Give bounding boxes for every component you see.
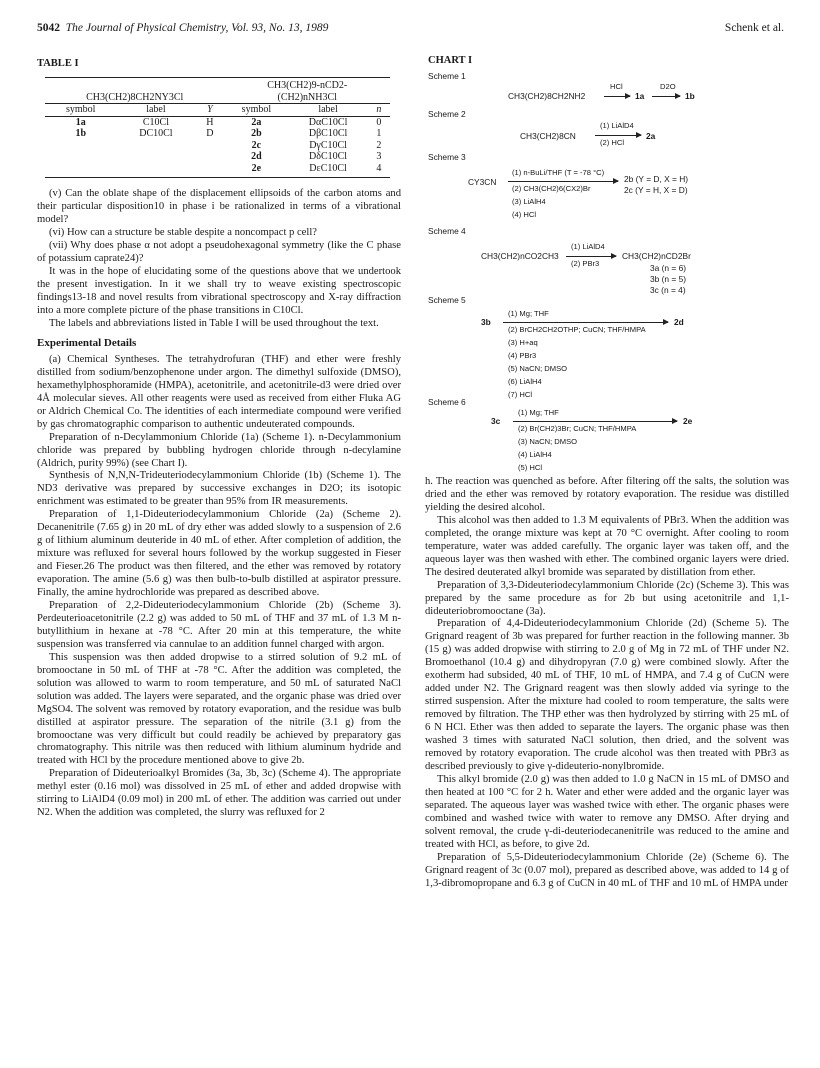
scheme-5-step-1: (1) Mg; THF xyxy=(508,309,549,318)
intro-paragraph-1: It was in the hope of elucidating some of the questions above that we undertook the present investigation. In it we shall try to weave existing spectroscopic findings13-18 and novel results from vibrational spectroscopy and X-ray diffraction into a more complete picture of the phase transitions in C10Cl. xyxy=(37,266,401,317)
chart-1 xyxy=(428,55,798,472)
table-column-header: label xyxy=(318,104,338,116)
table-row xyxy=(45,163,390,175)
scheme-1-product-1: 1a xyxy=(635,91,645,101)
table-group-2 xyxy=(224,77,390,104)
prep-2e-paragraph: Preparation of 5,5-Dideuteriodecylammonium Chloride (2e) (Scheme 6). The Grignard reagent of 3c (0.07 mol), prepared as described above, was added to 14 g of 1,3-dibromopropane and 6.3 g of CuCN in 40 mL of THF and 10 mL of HMPA under xyxy=(425,851,789,889)
scheme-2-product: 2a xyxy=(646,131,656,141)
synth-1b-paragraph: Synthesis of N,N,N-Trideuteriodecylammonium Chloride (1b) (Scheme 1). The ND3 derivative was prepared by successive exchanges in D2O; its isotopic enrichment was estimated to be greater than 95% from IR measurements. xyxy=(37,470,401,508)
left-column xyxy=(37,58,401,820)
right-paragraph-1: h. The reaction was quenched as before. After filtering off the salts, the solution was dried and the ether was removed by rotatory evaporation. The residue was distilled yielding the desired alcohol. xyxy=(425,476,789,513)
scheme-3-reactant: CY3CN xyxy=(468,177,497,187)
scheme-6-label: Scheme 6 xyxy=(428,397,466,407)
table-cell: 1 xyxy=(376,128,382,140)
table-column-header: n xyxy=(376,104,382,116)
table-body xyxy=(45,116,390,174)
question-5: (v) Can the oblate shape of the displacement ellipsoids of the carbon atoms and their particular disposition10 in phase i be rationalized in terms of a vibrational model? xyxy=(37,188,401,226)
table-cell: DC10Cl xyxy=(139,128,173,140)
right-paragraph-2: This alcohol was then added to 1.3 M equivalents of PBr3. When the addition was completed, the orange mixture was kept at 70 °C overnight. After cooling to room temperature, water was added carefully. The organic layer was taken off, and the aqueous layer was then washed with ether. The combined organic layers were dried. The desired deuterated alkyl bromide was separated by distillation from ether. xyxy=(425,514,789,578)
scheme-6-step-3: (3) NaCN; DMSO xyxy=(518,437,578,446)
scheme-4-product-3a: 3a (n = 6) xyxy=(650,263,687,273)
scheme-5-arrow xyxy=(503,322,668,323)
scheme-1-label: Scheme 1 xyxy=(428,71,466,81)
prep-1a-paragraph: Preparation of n-Decylammonium Chloride (1a) (Scheme 1). n-Decylammonium chloride was prepared by bubbling hydrogen chloride through n-decylamine (Aldrich, purity 99%) (see Chart I). xyxy=(37,431,401,469)
table-cell: DεC10Cl xyxy=(309,162,347,174)
scheme-4-arrow xyxy=(566,256,616,257)
scheme-5-step-2: (2) BrCH2CH2OTHP; CuCN; THF/HMPA xyxy=(508,325,646,334)
prep-2b-paragraph: Preparation of 2,2-Dideuteriodecylammonium Chloride (2b) (Scheme 3). Perdeuterioacetonitrile (2.2 g) was added to 50 mL of THF and 37 mL of 1.3 M n-butyllithium in hexane at -78 °C. After 20 min at this temperature, the white suspension was transferred via cannulae to an addition funnel charged with argon. xyxy=(37,600,401,650)
table-cell xyxy=(116,163,195,175)
scheme-2-reagent-2: (2) HCl xyxy=(600,138,625,147)
table-cell: 1a xyxy=(75,116,86,128)
table-cell: 0 xyxy=(376,116,382,128)
scheme-4-reagent-1: (1) LiAlD4 xyxy=(571,242,605,251)
table-cell xyxy=(195,140,224,152)
scheme-1-arrow-1 xyxy=(604,96,630,97)
scheme-5-step-5: (5) NaCN; DMSO xyxy=(508,364,568,373)
table-cell: 1b xyxy=(75,128,87,140)
scheme-6-step-1: (1) Mg; THF xyxy=(518,408,559,417)
scheme-4-label: Scheme 4 xyxy=(428,226,466,236)
scheme-4-product: CH3(CH2)nCD2Br xyxy=(622,251,691,261)
scheme-5-reactant: 3b xyxy=(481,317,491,327)
table-column-header: Y xyxy=(207,104,213,116)
scheme-3-step-2: (2) CH3(CH2)6(CX2)Br xyxy=(512,184,591,193)
table-cell: 4 xyxy=(376,162,382,174)
table-group-2-line1: CH3(CH2)9-nCD2- xyxy=(267,80,348,92)
scheme-6-reactant: 3c xyxy=(491,416,501,426)
scheme-6-step-4: (4) LiAlH4 xyxy=(518,450,552,459)
scheme-2-reactant: CH3(CH2)8CN xyxy=(520,131,576,141)
scheme-5-label: Scheme 5 xyxy=(428,295,466,305)
scheme-1-reactant: CH3(CH2)8CH2NH2 xyxy=(508,91,586,101)
scheme-2-reagent-1: (1) LiAlD4 xyxy=(600,121,634,130)
table-row xyxy=(45,151,390,163)
prep-2c-paragraph: Preparation of 3,3-Dideuteriodecylammonium Chloride (2c) (Scheme 3). This was prepared by the same procedure as for 2b but using acetonitrile and 1,1-dideuteriobromooctane (3a). xyxy=(425,579,789,617)
journal-citation: The Journal of Physical Chemistry, Vol. 93, No. 13, 1989 xyxy=(65,22,329,34)
table-column-header: label xyxy=(146,104,166,116)
intro-paragraph-2: The labels and abbreviations listed in Table I will be used throughout the text. xyxy=(49,317,379,329)
table-cell: DγC10Cl xyxy=(309,139,347,151)
scheme-5-step-4: (4) PBr3 xyxy=(508,351,537,360)
page-number: 5042 xyxy=(37,22,60,34)
prep-3abc-paragraph: Preparation of Dideuterioalkyl Bromides (3a, 3b, 3c) (Scheme 4). The appropriate methyl ester (0.16 mol) was dissolved in 25 mL of ether and added dropwise with stirring to LiAlD4 (0.09 mol) in 200 mL of ether. The addition was carried out under N2. When the addition was completed, the slurry was refluxed for 2 xyxy=(37,768,401,819)
table-cell xyxy=(195,163,224,175)
scheme-1-reagent-2: D2O xyxy=(660,82,676,91)
table-row xyxy=(45,116,390,128)
table-cell: 2d xyxy=(251,151,262,163)
table-cell: 2b xyxy=(251,128,262,140)
table-cell: H xyxy=(206,116,214,128)
table-row xyxy=(45,128,390,140)
scheme-6-step-2: (2) Br(CH2)3Br; CuCN; THF/HMPA xyxy=(518,424,637,433)
syntheses-paragraph: (a) Chemical Syntheses. The tetrahydrofuran (THF) and ether were freshly distilled from sodium/benzophenone under argon. The dimethyl sulfoxide (DMSO), hexamethylphosphoramide (HMPA), acetonitrile, and acetonitrile-d3 were dried over 4Å molecular sieves. All other reagents were used as received from either Fluka AG or Aldrich Chemical Co. The identities of each intermediate compound were verified by gas chromatographic comparison to authentic undeuterated compounds. xyxy=(37,353,401,430)
scheme-6-arrow xyxy=(513,421,677,422)
scheme-1-arrow-2 xyxy=(652,96,680,97)
table-cell xyxy=(45,151,116,163)
scheme-1-product-2: 1b xyxy=(685,91,695,101)
right-column xyxy=(425,476,789,891)
table-group-2-line2: (CH2)nNH3Cl xyxy=(277,91,337,103)
table-cell: DδC10Cl xyxy=(309,151,348,163)
scheme-3-step-4: (4) HCl xyxy=(512,210,537,219)
prep-2d-paragraph: Preparation of 4,4-Dideuteriodecylammonium Chloride (2d) (Scheme 5). The Grignard reagent of 3b was prepared for further reaction in the following manner. 3b (15 g) was added dropwise with stirring to 2.0 g of Mg in 72 mL of THF under N2. Bromoethanol (10.4 g) and dihydropyran (7.0 g) were combined slowly. After the exotherm had subsided, 40 mL of THF, 10 mL of HMPA, and 7.4 g of CuCN were added under N2. The Grignard reagent was then slowly added via syringe to the stirred suspension. After the mixture had cooled to room temperature, the salts were removed by filtration. The THP ether was then hydrolyzed by stirring with 25 mL of 6 N HCl. Ether was then added to separate the layers. The organic phase was then washed 3 times with saturated NaCl solution, then dried, and the solvent was removed by rotatory evaporation. The crude alcohol was then treated with PBr3 as described previously to give γ-dideuterio-nonylbromide. xyxy=(425,618,789,772)
table-row xyxy=(45,140,390,152)
scheme-1-reagent-1: HCl xyxy=(610,82,623,91)
scheme-4-product-3c: 3c (n = 4) xyxy=(650,285,686,295)
table-cell: DαC10Cl xyxy=(308,116,348,128)
table-cell: 2 xyxy=(376,139,382,151)
table-column-header: symbol xyxy=(66,104,96,116)
scheme-5-product: 2d xyxy=(674,317,684,327)
table-cell: 3 xyxy=(376,151,382,163)
table-cell xyxy=(45,140,116,152)
scheme-4-reagent-2: (2) PBr3 xyxy=(571,259,600,268)
scheme-5-step-3: (3) H+aq xyxy=(508,338,538,347)
scheme-5-step-6: (6) LiAlH4 xyxy=(508,377,542,386)
question-6: (vi) How can a structure be stable despite a noncompact p cell? xyxy=(49,227,317,239)
question-7: (vii) Why does phase α not adopt a pseudohexagonal symmetry (like the C phase of potassium caprate24)? xyxy=(37,240,401,265)
scheme-2-arrow xyxy=(595,135,641,136)
table-group-1: CH3(CH2)8CH2NY3Cl xyxy=(45,77,224,104)
scheme-3-product-1: 2b (Y = D, X = H) xyxy=(624,174,689,184)
chart-title: CHART I xyxy=(428,55,473,66)
scheme-3-label: Scheme 3 xyxy=(428,152,466,162)
table-header-row xyxy=(45,104,390,117)
scheme-2-label: Scheme 2 xyxy=(428,109,466,119)
table-cell: D xyxy=(206,128,214,140)
scheme-3-step-1: (1) n-BuLi/THF (T = -78 °C) xyxy=(512,168,605,177)
scheme-3-arrow xyxy=(508,181,618,182)
table-cell xyxy=(116,151,195,163)
prep-2a-paragraph: Preparation of 1,1-Dideuteriodecylammonium Chloride (2a) (Scheme 2). Decanenitrile (7.65 g) in 20 mL of dry ether was added slowly to a suspension of 2.6 g of lithium aluminum deuteride in 40 mL of ether. After completion of addition, the mixture was refluxed for several hours followed by the workup suggested in Fieser and Fieser.26 The product was then filtered, and the ether was removed by rotatory evaporation. The amine (5.6 g) was then bulb-to-bulb distilled at aspirator pressure. Finally, the amine hydrochloride was prepared as described above. xyxy=(37,509,401,599)
table-title: TABLE I xyxy=(37,58,79,69)
table-cell: 2c xyxy=(251,139,262,151)
table-column-header: symbol xyxy=(241,104,272,116)
scheme-4-product-3b: 3b (n = 5) xyxy=(650,274,687,284)
alkyl-bromide-paragraph: This alkyl bromide (2.0 g) was then added to 1.0 g NaCN in 15 mL of DMSO and then heated at 100 °C for 2 h. Water and ether were added and the organic layer was separated. The aqueous layer was washed twice with ether. The organic phases were combined and washed twice with water to remove any DMSO. After drying and solvent removal, the crude γ-di-deuteriodecanenitrile was reduced to the amine and treated with HCl, as before, to give 2d. xyxy=(425,773,789,850)
table-cell: 2a xyxy=(251,116,262,128)
scheme-3-product-2: 2c (Y = H, X = D) xyxy=(624,185,688,195)
table-cell xyxy=(195,151,224,163)
scheme-6-step-5: (5) HCl xyxy=(518,463,543,472)
page-header xyxy=(37,22,328,34)
section-heading: Experimental Details xyxy=(37,336,137,349)
table-cell: 2e xyxy=(251,162,262,174)
table-cell: DβC10Cl xyxy=(308,128,348,140)
scheme-6-product: 2e xyxy=(683,416,693,426)
table-cell: C10Cl xyxy=(142,116,169,128)
scheme-3-step-3: (3) LiAlH4 xyxy=(512,197,546,206)
table-cell xyxy=(116,140,195,152)
scheme-5-step-7: (7) HCl xyxy=(508,390,533,399)
suspension-paragraph: This suspension was then added dropwise to a stirred solution of 9.2 mL of bromooctane in 50 mL of THF at -78 °C. After the addition was completed, the solution was allowed to warm to room temperature, and 50 mL of saturated NaCl solution was added. The layers were separated, and the organic phase was dried over MgSO4. The solvent was removed by rotatory evaporation, and the residue was bulb distilled at aspirator pressure. The separation of the nitrile (3.1 g) from the bromooctane was very difficult but could readily be achieved by preparatory gas chromatography. This nitrile was then reduced with lithium aluminum hydride and treated with HCl by the procedure mentioned above to give 2b. xyxy=(37,651,401,767)
running-authors: Schenk et al. xyxy=(724,22,784,34)
table-1 xyxy=(45,77,390,175)
table-cell xyxy=(45,163,116,175)
scheme-4-reactant: CH3(CH2)nCO2CH3 xyxy=(481,251,559,261)
